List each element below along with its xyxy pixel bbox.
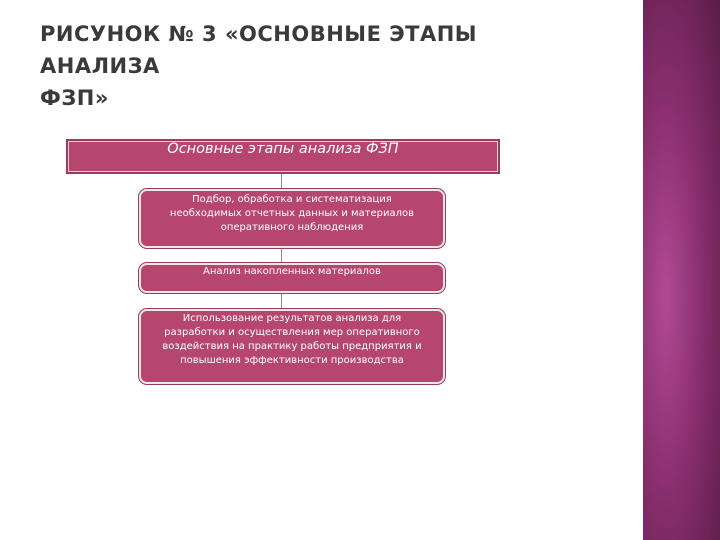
step-text bbox=[203, 265, 381, 279]
step-text-line: воздействия на практику работы предприятия и bbox=[162, 341, 422, 352]
step-text-line: Анализ накопленных материалов bbox=[203, 266, 381, 277]
diagram-header-box bbox=[66, 139, 500, 174]
decorative-side-panel bbox=[643, 0, 720, 540]
step-text bbox=[170, 193, 414, 235]
slide-title-line-1: РИСУНОК № 3 «ОСНОВНЫЕ ЭТАПЫ АНАЛИЗА bbox=[40, 22, 478, 78]
step-text-line: Использование результатов анализа для bbox=[182, 313, 402, 324]
connector-header-to-step-1 bbox=[281, 174, 282, 189]
step-text-line: необходимых отчетных данных и материалов bbox=[169, 208, 415, 219]
step-box-selection-processing bbox=[139, 189, 445, 248]
slide-title-line-2: ФЗП» bbox=[40, 86, 109, 110]
step-text-line: разработки и осуществления мер оперативного bbox=[164, 327, 420, 338]
diagram-header-label: Основные этапы анализа ФЗП bbox=[167, 141, 399, 157]
step-text-line: повышения эффективности производства bbox=[180, 355, 404, 366]
step-text-line: оперативного наблюдения bbox=[220, 222, 364, 233]
connector-step-1-to-step-2 bbox=[281, 248, 282, 263]
step-box-analysis bbox=[139, 263, 445, 293]
step-box-use-of-results bbox=[139, 309, 445, 384]
step-text bbox=[162, 312, 421, 368]
slide-title bbox=[40, 18, 600, 114]
step-text-line: Подбор, обработка и систематизация bbox=[192, 194, 392, 205]
connector-step-2-to-step-3 bbox=[281, 293, 282, 309]
